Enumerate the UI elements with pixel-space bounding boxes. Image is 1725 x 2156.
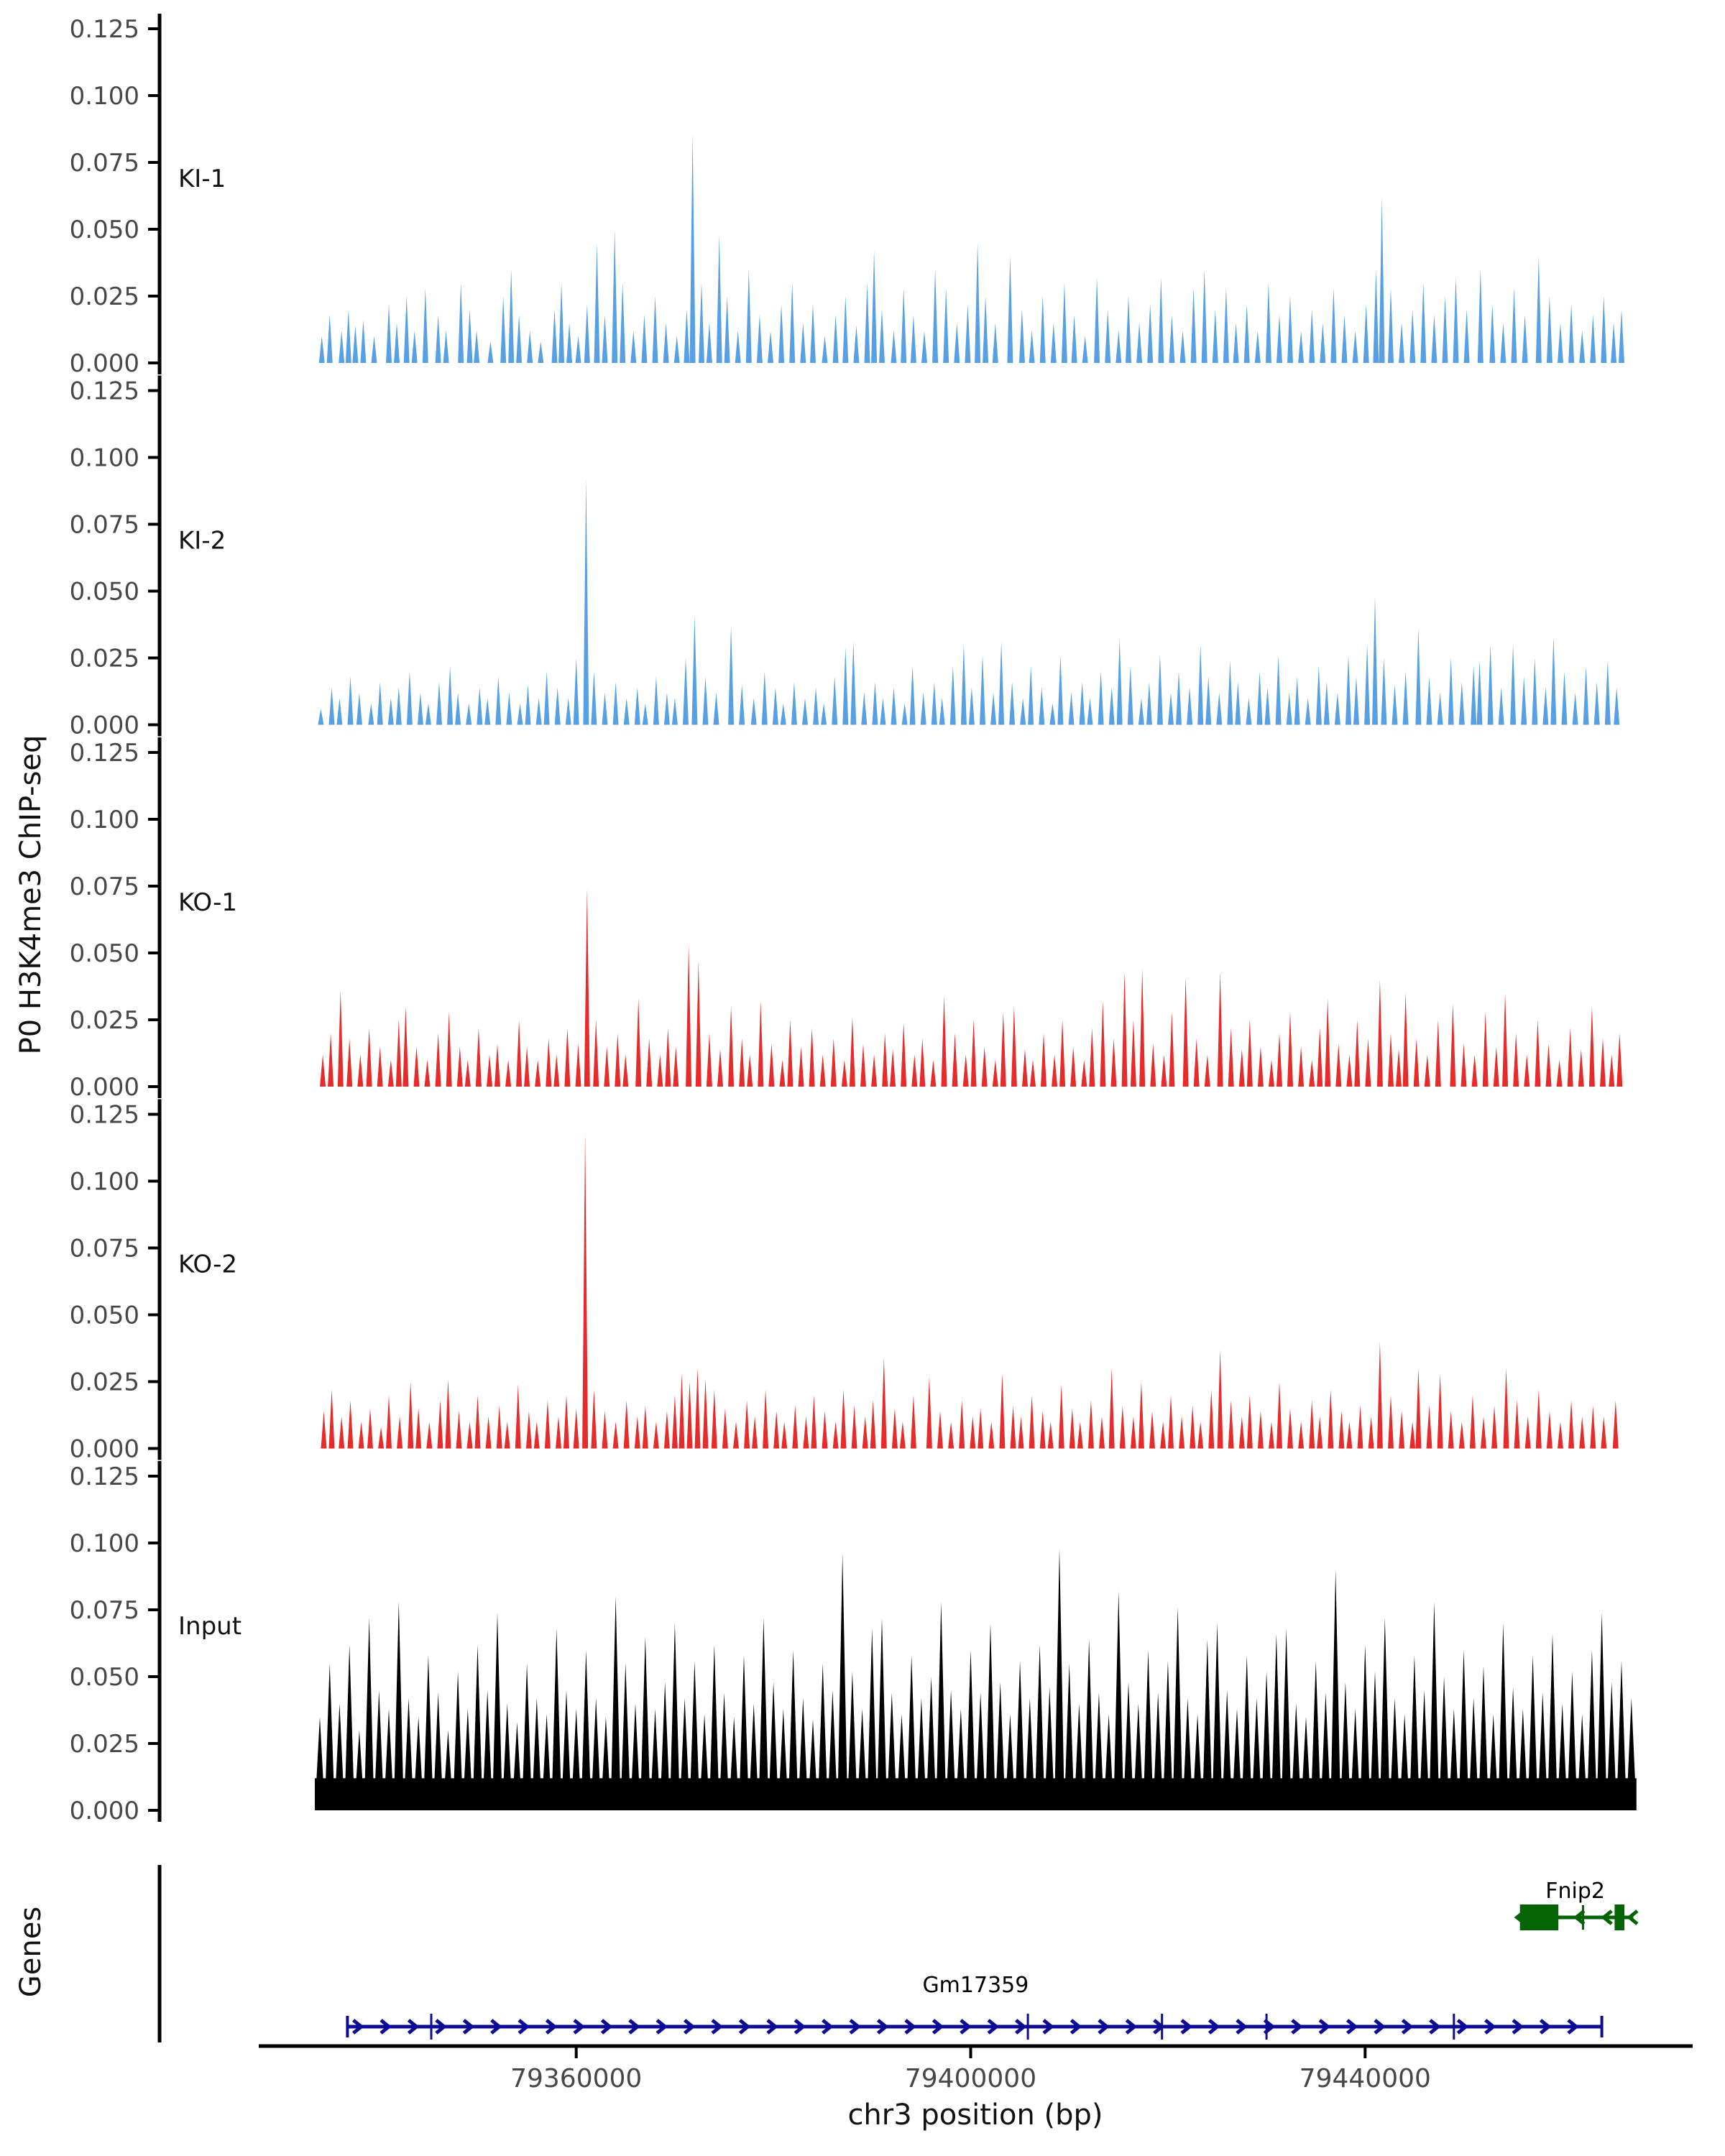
gene-Gm17359 [347,1973,1601,2040]
y-tick-label: 0.025 [69,1006,139,1035]
y-tick-label: 0.000 [69,1434,139,1464]
y-tick-label: 0.125 [69,1462,139,1491]
y-tick-label: 0.075 [69,872,139,901]
y-tick-label: 0.075 [69,510,139,540]
genes-panel [160,1865,1637,2042]
y-tick-label: 0.100 [69,1529,139,1558]
y-tick-label: 0.050 [69,1663,139,1692]
y-tick-label: 0.125 [69,1100,139,1130]
y-tick-label: 0.000 [69,1073,139,1102]
signal-area-KI-2 [318,479,1619,724]
x-axis-title: chr3 position (bp) [847,2099,1103,2132]
y-tick-label: 0.100 [69,806,139,834]
y-tick-label: 0.125 [69,377,139,406]
track-label-KI-2: KI-2 [178,526,226,556]
signal-area-KO-1 [320,889,1622,1087]
track-label-KO-1: KO-1 [178,888,238,917]
y-tick-label: 0.025 [69,644,139,673]
y-tick-label: 0.050 [69,939,139,968]
y-tick-label: 0.025 [69,1730,139,1759]
x-axis [259,2046,1693,2093]
y-tick-label: 0.000 [69,711,139,740]
y-tick-label: 0.075 [69,1234,139,1263]
y-axis-label: P0 H3K4me3 ChIP-seq [14,734,47,1055]
gene-name-label: Fnip2 [1545,1879,1605,1904]
x-tick-label: 79400000 [904,2064,1037,2093]
x-tick-label: 79360000 [510,2064,643,2093]
gene-name-label: Gm17359 [922,1973,1029,1998]
track-KI-1 [70,14,1624,378]
y-tick-label: 0.100 [69,443,139,473]
track-KO-1 [70,737,1623,1102]
track-KO-2 [70,1100,1619,1464]
y-tick-label: 0.025 [69,282,139,311]
y-tick-label: 0.025 [69,1368,139,1397]
y-tick-label: 0.075 [69,1596,139,1625]
y-tick-label: 0.100 [69,1167,139,1197]
signal-area-KO-2 [321,1133,1619,1449]
track-KI-2 [70,376,1620,740]
y-tick-label: 0.000 [69,1797,139,1825]
y-tick-label: 0.125 [69,15,139,44]
y-tick-label: 0.050 [69,577,139,607]
y-tick-label: 0.125 [69,739,139,768]
y-tick-label: 0.050 [69,216,139,244]
y-tick-label: 0.050 [69,1301,139,1330]
gene-exon [1614,1904,1624,1930]
y-tick-label: 0.000 [69,349,139,378]
track-label-KO-2: KO-2 [178,1250,238,1279]
track-label-KI-1: KI-1 [178,165,226,193]
x-tick-label: 79440000 [1299,2064,1431,2093]
gene-Fnip2 [1517,1879,1637,1930]
track-label-Input: Input [178,1612,242,1641]
y-tick-label: 0.100 [69,82,139,111]
signal-tracks-panel [70,14,1637,1825]
signal-area-KI-1 [319,133,1624,363]
gene-exon [1520,1904,1559,1930]
genes-panel-label: Genes [14,1906,47,1998]
track-Input [70,1461,1637,1825]
y-tick-label: 0.075 [69,149,139,178]
signal-area-Input [315,1548,1637,1810]
